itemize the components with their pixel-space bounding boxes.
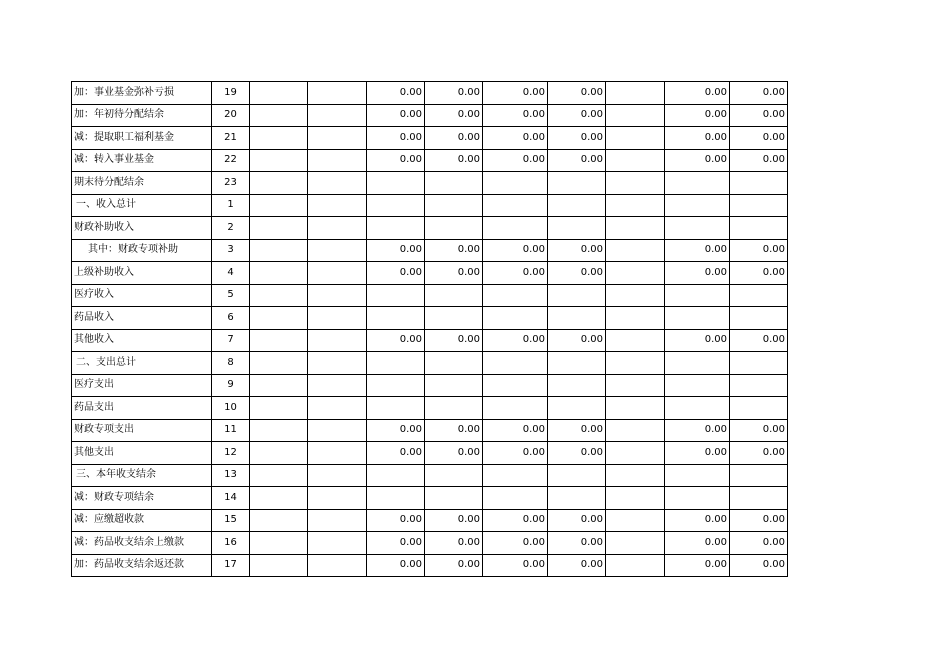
value-cell[interactable] xyxy=(250,397,308,420)
row-number-cell[interactable]: 16 xyxy=(212,532,250,555)
row-number-cell[interactable]: 17 xyxy=(212,554,250,577)
table-row xyxy=(72,442,788,465)
row-number-cell[interactable]: 6 xyxy=(212,307,250,330)
value-cell[interactable] xyxy=(606,82,665,105)
row-number-cell[interactable]: 13 xyxy=(212,464,250,487)
value-cell[interactable] xyxy=(367,172,425,195)
item-label-cell[interactable]: 加：事业基金弥补亏损 xyxy=(72,82,212,105)
value-cell[interactable]: 0.00 xyxy=(425,509,483,532)
item-label-cell[interactable]: 一、收入总计 xyxy=(72,194,212,217)
value-cell[interactable] xyxy=(483,397,548,420)
value-cell[interactable]: 0.00 xyxy=(367,554,425,577)
value-cell[interactable] xyxy=(548,397,606,420)
value-cell[interactable] xyxy=(367,397,425,420)
value-cell[interactable]: 0.00 xyxy=(367,239,425,262)
value-cell[interactable] xyxy=(606,307,665,330)
value-cell[interactable] xyxy=(548,487,606,510)
value-cell[interactable] xyxy=(548,374,606,397)
value-cell[interactable] xyxy=(308,217,367,240)
value-cell[interactable]: 0.00 xyxy=(483,262,548,285)
value-cell[interactable]: 0.00 xyxy=(367,329,425,352)
value-cell[interactable] xyxy=(483,464,548,487)
item-label-cell[interactable]: 药品收入 xyxy=(72,307,212,330)
value-cell[interactable]: 0.00 xyxy=(548,262,606,285)
value-cell[interactable] xyxy=(548,194,606,217)
value-cell[interactable]: 0.00 xyxy=(425,329,483,352)
value-cell[interactable]: 0.00 xyxy=(730,554,788,577)
value-cell[interactable]: 0.00 xyxy=(730,82,788,105)
value-cell[interactable] xyxy=(308,464,367,487)
value-cell[interactable] xyxy=(606,442,665,465)
item-label-cell[interactable]: 医疗支出 xyxy=(72,374,212,397)
value-cell[interactable] xyxy=(308,262,367,285)
value-cell[interactable] xyxy=(367,464,425,487)
value-cell[interactable] xyxy=(308,172,367,195)
value-cell[interactable] xyxy=(250,442,308,465)
value-cell[interactable]: 0.00 xyxy=(367,419,425,442)
value-cell[interactable] xyxy=(425,374,483,397)
value-cell[interactable]: 0.00 xyxy=(730,419,788,442)
value-cell[interactable] xyxy=(548,217,606,240)
table-row xyxy=(72,307,788,330)
value-cell[interactable] xyxy=(606,217,665,240)
item-label-cell[interactable]: 财政补助收入 xyxy=(72,217,212,240)
row-number-cell[interactable]: 19 xyxy=(212,82,250,105)
value-cell[interactable] xyxy=(425,284,483,307)
item-label-cell[interactable]: 加：药品收支结余返还款 xyxy=(72,554,212,577)
value-cell[interactable]: 0.00 xyxy=(730,262,788,285)
table-row xyxy=(72,397,788,420)
value-cell[interactable]: 0.00 xyxy=(425,419,483,442)
value-cell[interactable]: 0.00 xyxy=(730,442,788,465)
value-cell[interactable] xyxy=(483,284,548,307)
value-cell[interactable] xyxy=(606,239,665,262)
value-cell[interactable] xyxy=(308,419,367,442)
value-cell[interactable] xyxy=(483,487,548,510)
row-number-cell[interactable]: 12 xyxy=(212,442,250,465)
value-cell[interactable]: 0.00 xyxy=(483,509,548,532)
table-row xyxy=(72,374,788,397)
item-label-cell[interactable]: 减：应缴超收款 xyxy=(72,509,212,532)
value-cell[interactable]: 0.00 xyxy=(548,509,606,532)
value-cell[interactable] xyxy=(548,307,606,330)
value-cell[interactable] xyxy=(665,487,730,510)
value-cell[interactable] xyxy=(250,172,308,195)
value-cell[interactable] xyxy=(250,262,308,285)
value-cell[interactable] xyxy=(548,464,606,487)
value-cell[interactable]: 0.00 xyxy=(548,127,606,150)
item-label-cell[interactable]: 药品支出 xyxy=(72,397,212,420)
value-cell[interactable]: 0.00 xyxy=(730,329,788,352)
value-cell[interactable] xyxy=(606,487,665,510)
value-cell[interactable] xyxy=(308,307,367,330)
value-cell[interactable] xyxy=(730,374,788,397)
item-label-cell[interactable]: 减：财政专项结余 xyxy=(72,487,212,510)
value-cell[interactable] xyxy=(308,554,367,577)
value-cell[interactable]: 0.00 xyxy=(425,149,483,172)
value-cell[interactable]: 0.00 xyxy=(425,82,483,105)
value-cell[interactable] xyxy=(665,352,730,375)
value-cell[interactable] xyxy=(606,262,665,285)
value-cell[interactable]: 0.00 xyxy=(548,329,606,352)
value-cell[interactable] xyxy=(606,419,665,442)
value-cell[interactable] xyxy=(483,307,548,330)
value-cell[interactable] xyxy=(250,554,308,577)
value-cell[interactable]: 0.00 xyxy=(730,149,788,172)
value-cell[interactable] xyxy=(250,104,308,127)
table-row xyxy=(72,509,788,532)
row-number-cell[interactable]: 23 xyxy=(212,172,250,195)
value-cell[interactable] xyxy=(367,217,425,240)
value-cell[interactable]: 0.00 xyxy=(665,509,730,532)
value-cell[interactable] xyxy=(730,194,788,217)
value-cell[interactable]: 0.00 xyxy=(483,239,548,262)
value-cell[interactable]: 0.00 xyxy=(548,419,606,442)
item-label-cell[interactable]: 二、支出总计 xyxy=(72,352,212,375)
value-cell[interactable] xyxy=(367,307,425,330)
value-cell[interactable]: 0.00 xyxy=(548,239,606,262)
value-cell[interactable] xyxy=(606,397,665,420)
item-label-cell[interactable]: 减：药品收支结余上缴款 xyxy=(72,532,212,555)
item-label-cell[interactable]: 其他支出 xyxy=(72,442,212,465)
value-cell[interactable]: 0.00 xyxy=(367,104,425,127)
row-number-cell[interactable]: 11 xyxy=(212,419,250,442)
value-cell[interactable] xyxy=(250,509,308,532)
value-cell[interactable]: 0.00 xyxy=(665,127,730,150)
value-cell[interactable]: 0.00 xyxy=(665,239,730,262)
row-number-cell[interactable]: 15 xyxy=(212,509,250,532)
value-cell[interactable] xyxy=(250,194,308,217)
table-row xyxy=(72,352,788,375)
table-row xyxy=(72,82,788,105)
value-cell[interactable] xyxy=(483,374,548,397)
value-cell[interactable]: 0.00 xyxy=(367,509,425,532)
row-number-cell[interactable]: 14 xyxy=(212,487,250,510)
value-cell[interactable] xyxy=(308,487,367,510)
value-cell[interactable] xyxy=(425,194,483,217)
value-cell[interactable] xyxy=(606,104,665,127)
value-cell[interactable]: 0.00 xyxy=(425,104,483,127)
value-cell[interactable]: 0.00 xyxy=(483,554,548,577)
table-body xyxy=(72,82,788,577)
value-cell[interactable] xyxy=(308,442,367,465)
value-cell[interactable] xyxy=(367,284,425,307)
value-cell[interactable] xyxy=(730,172,788,195)
value-cell[interactable] xyxy=(250,329,308,352)
value-cell[interactable] xyxy=(250,239,308,262)
value-cell[interactable]: 0.00 xyxy=(548,532,606,555)
value-cell[interactable]: 0.00 xyxy=(425,442,483,465)
value-cell[interactable]: 0.00 xyxy=(730,127,788,150)
value-cell[interactable] xyxy=(606,352,665,375)
value-cell[interactable] xyxy=(665,284,730,307)
value-cell[interactable] xyxy=(425,217,483,240)
value-cell[interactable] xyxy=(665,397,730,420)
value-cell[interactable] xyxy=(665,172,730,195)
value-cell[interactable]: 0.00 xyxy=(483,532,548,555)
value-cell[interactable]: 0.00 xyxy=(730,509,788,532)
value-cell[interactable] xyxy=(730,284,788,307)
value-cell[interactable] xyxy=(548,284,606,307)
value-cell[interactable] xyxy=(730,487,788,510)
value-cell[interactable] xyxy=(250,532,308,555)
value-cell[interactable] xyxy=(250,374,308,397)
value-cell[interactable] xyxy=(250,127,308,150)
value-cell[interactable]: 0.00 xyxy=(367,127,425,150)
table-row xyxy=(72,532,788,555)
value-cell[interactable]: 0.00 xyxy=(367,442,425,465)
value-cell[interactable] xyxy=(308,509,367,532)
value-cell[interactable] xyxy=(250,464,308,487)
value-cell[interactable] xyxy=(367,194,425,217)
value-cell[interactable] xyxy=(250,487,308,510)
row-number-cell[interactable]: 9 xyxy=(212,374,250,397)
item-label-cell[interactable]: 上级补助收入 xyxy=(72,262,212,285)
table-row xyxy=(72,149,788,172)
item-label-cell[interactable]: 其中：财政专项补助 xyxy=(72,239,212,262)
table-row xyxy=(72,217,788,240)
value-cell[interactable] xyxy=(606,554,665,577)
row-number-cell[interactable]: 4 xyxy=(212,262,250,285)
value-cell[interactable] xyxy=(730,217,788,240)
value-cell[interactable]: 0.00 xyxy=(367,262,425,285)
value-cell[interactable]: 0.00 xyxy=(425,532,483,555)
value-cell[interactable] xyxy=(308,82,367,105)
value-cell[interactable] xyxy=(250,82,308,105)
value-cell[interactable]: 0.00 xyxy=(548,442,606,465)
table-row xyxy=(72,487,788,510)
value-cell[interactable]: 0.00 xyxy=(483,104,548,127)
value-cell[interactable]: 0.00 xyxy=(548,554,606,577)
row-number-cell[interactable]: 3 xyxy=(212,239,250,262)
value-cell[interactable] xyxy=(367,487,425,510)
row-number-cell[interactable]: 5 xyxy=(212,284,250,307)
value-cell[interactable] xyxy=(308,329,367,352)
table-row xyxy=(72,262,788,285)
value-cell[interactable]: 0.00 xyxy=(483,82,548,105)
value-cell[interactable] xyxy=(308,374,367,397)
value-cell[interactable] xyxy=(250,307,308,330)
value-cell[interactable] xyxy=(367,374,425,397)
value-cell[interactable] xyxy=(606,284,665,307)
value-cell[interactable]: 0.00 xyxy=(665,532,730,555)
value-cell[interactable]: 0.00 xyxy=(367,532,425,555)
row-number-cell[interactable]: 1 xyxy=(212,194,250,217)
table-row xyxy=(72,464,788,487)
row-number-cell[interactable]: 21 xyxy=(212,127,250,150)
row-number-cell[interactable]: 7 xyxy=(212,329,250,352)
value-cell[interactable] xyxy=(425,397,483,420)
table-row xyxy=(72,127,788,150)
value-cell[interactable] xyxy=(606,329,665,352)
value-cell[interactable]: 0.00 xyxy=(665,419,730,442)
row-number-cell[interactable]: 2 xyxy=(212,217,250,240)
value-cell[interactable] xyxy=(308,127,367,150)
value-cell[interactable]: 0.00 xyxy=(665,149,730,172)
value-cell[interactable]: 0.00 xyxy=(425,239,483,262)
value-cell[interactable] xyxy=(730,397,788,420)
table-row xyxy=(72,284,788,307)
value-cell[interactable] xyxy=(367,352,425,375)
value-cell[interactable] xyxy=(425,464,483,487)
value-cell[interactable]: 0.00 xyxy=(483,149,548,172)
value-cell[interactable] xyxy=(250,352,308,375)
value-cell[interactable]: 0.00 xyxy=(483,442,548,465)
value-cell[interactable]: 0.00 xyxy=(483,127,548,150)
table-row xyxy=(72,194,788,217)
value-cell[interactable] xyxy=(483,172,548,195)
table-row xyxy=(72,329,788,352)
value-cell[interactable] xyxy=(730,352,788,375)
value-cell[interactable] xyxy=(548,352,606,375)
value-cell[interactable]: 0.00 xyxy=(548,104,606,127)
value-cell[interactable] xyxy=(606,127,665,150)
value-cell[interactable]: 0.00 xyxy=(730,532,788,555)
value-cell[interactable]: 0.00 xyxy=(665,329,730,352)
value-cell[interactable] xyxy=(730,307,788,330)
value-cell[interactable] xyxy=(250,149,308,172)
item-label-cell[interactable]: 减：转入事业基金 xyxy=(72,149,212,172)
value-cell[interactable] xyxy=(425,172,483,195)
value-cell[interactable] xyxy=(250,284,308,307)
value-cell[interactable] xyxy=(606,464,665,487)
value-cell[interactable] xyxy=(308,194,367,217)
table-row xyxy=(72,104,788,127)
item-label-cell[interactable]: 加：年初待分配结余 xyxy=(72,104,212,127)
value-cell[interactable]: 0.00 xyxy=(483,329,548,352)
value-cell[interactable]: 0.00 xyxy=(367,82,425,105)
value-cell[interactable] xyxy=(308,532,367,555)
value-cell[interactable] xyxy=(308,239,367,262)
item-label-cell[interactable]: 财政专项支出 xyxy=(72,419,212,442)
report-table xyxy=(71,81,788,577)
value-cell[interactable] xyxy=(308,104,367,127)
value-cell[interactable] xyxy=(308,149,367,172)
item-label-cell[interactable]: 三、本年收支结余 xyxy=(72,464,212,487)
value-cell[interactable] xyxy=(606,172,665,195)
value-cell[interactable]: 0.00 xyxy=(730,104,788,127)
value-cell[interactable] xyxy=(308,284,367,307)
value-cell[interactable] xyxy=(308,397,367,420)
value-cell[interactable] xyxy=(548,172,606,195)
value-cell[interactable] xyxy=(606,149,665,172)
table-row xyxy=(72,172,788,195)
value-cell[interactable] xyxy=(665,307,730,330)
item-label-cell[interactable]: 医疗收入 xyxy=(72,284,212,307)
value-cell[interactable]: 0.00 xyxy=(665,262,730,285)
item-label-cell[interactable]: 其他收入 xyxy=(72,329,212,352)
value-cell[interactable]: 0.00 xyxy=(730,239,788,262)
value-cell[interactable] xyxy=(665,194,730,217)
value-cell[interactable] xyxy=(665,464,730,487)
value-cell[interactable] xyxy=(425,487,483,510)
value-cell[interactable]: 0.00 xyxy=(367,149,425,172)
value-cell[interactable] xyxy=(425,307,483,330)
value-cell[interactable] xyxy=(730,464,788,487)
value-cell[interactable] xyxy=(483,352,548,375)
row-number-cell[interactable]: 8 xyxy=(212,352,250,375)
value-cell[interactable]: 0.00 xyxy=(425,127,483,150)
value-cell[interactable] xyxy=(606,374,665,397)
value-cell[interactable] xyxy=(665,217,730,240)
value-cell[interactable] xyxy=(606,509,665,532)
value-cell[interactable] xyxy=(483,194,548,217)
value-cell[interactable]: 0.00 xyxy=(425,554,483,577)
value-cell[interactable] xyxy=(606,194,665,217)
value-cell[interactable]: 0.00 xyxy=(548,149,606,172)
item-label-cell[interactable]: 减：提取职工福利基金 xyxy=(72,127,212,150)
value-cell[interactable]: 0.00 xyxy=(665,82,730,105)
value-cell[interactable] xyxy=(250,419,308,442)
value-cell[interactable]: 0.00 xyxy=(548,82,606,105)
value-cell[interactable]: 0.00 xyxy=(665,104,730,127)
table-row xyxy=(72,419,788,442)
table-row xyxy=(72,239,788,262)
item-label-cell[interactable]: 期末待分配结余 xyxy=(72,172,212,195)
value-cell[interactable] xyxy=(665,374,730,397)
value-cell[interactable] xyxy=(425,352,483,375)
row-number-cell[interactable]: 22 xyxy=(212,149,250,172)
value-cell[interactable] xyxy=(250,217,308,240)
value-cell[interactable] xyxy=(483,217,548,240)
value-cell[interactable] xyxy=(308,352,367,375)
row-number-cell[interactable]: 20 xyxy=(212,104,250,127)
value-cell[interactable] xyxy=(606,532,665,555)
table-row xyxy=(72,554,788,577)
value-cell[interactable]: 0.00 xyxy=(425,262,483,285)
value-cell[interactable]: 0.00 xyxy=(665,554,730,577)
value-cell[interactable]: 0.00 xyxy=(665,442,730,465)
row-number-cell[interactable]: 10 xyxy=(212,397,250,420)
value-cell[interactable]: 0.00 xyxy=(483,419,548,442)
